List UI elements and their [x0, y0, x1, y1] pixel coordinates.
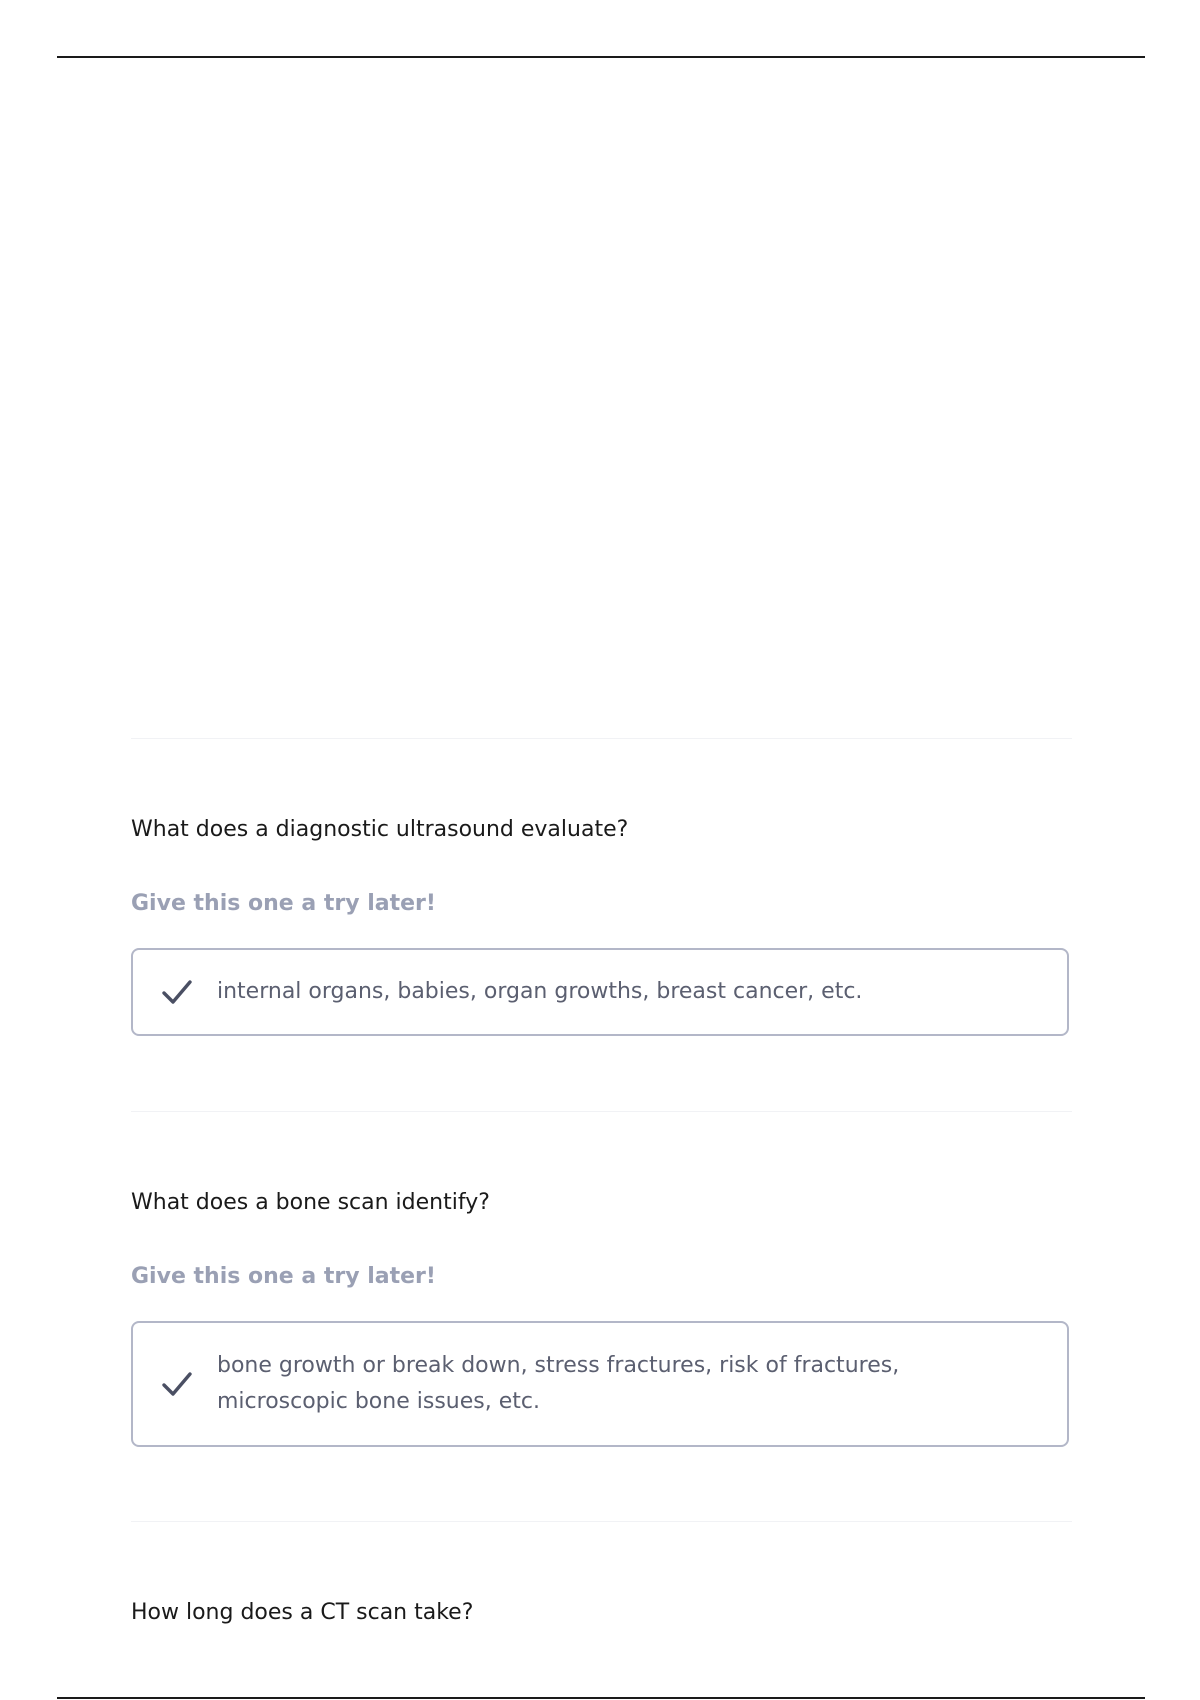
checkmark-icon [159, 974, 195, 1010]
answer-option[interactable] [131, 1321, 1069, 1447]
answer-option[interactable] [131, 948, 1069, 1036]
answer-text: bone growth or break down, stress fractures, risk of fractures, microscopic bone issues, etc. [217, 1353, 900, 1414]
section-divider [131, 738, 1072, 739]
section-divider [131, 1521, 1072, 1522]
answer-text: internal organs, babies, organ growths, breast cancer, etc. [217, 979, 863, 1004]
section-divider [131, 1111, 1072, 1112]
try-later-hint: Give this one a try later! [131, 1264, 436, 1289]
question-text: What does a diagnostic ultrasound evaluate? [131, 817, 629, 842]
try-later-hint: Give this one a try later! [131, 891, 436, 916]
page-bottom-rule [57, 1697, 1145, 1699]
page-top-rule [57, 56, 1145, 58]
question-text: What does a bone scan identify? [131, 1190, 490, 1215]
checkmark-icon [159, 1366, 195, 1402]
question-text: How long does a CT scan take? [131, 1600, 474, 1625]
